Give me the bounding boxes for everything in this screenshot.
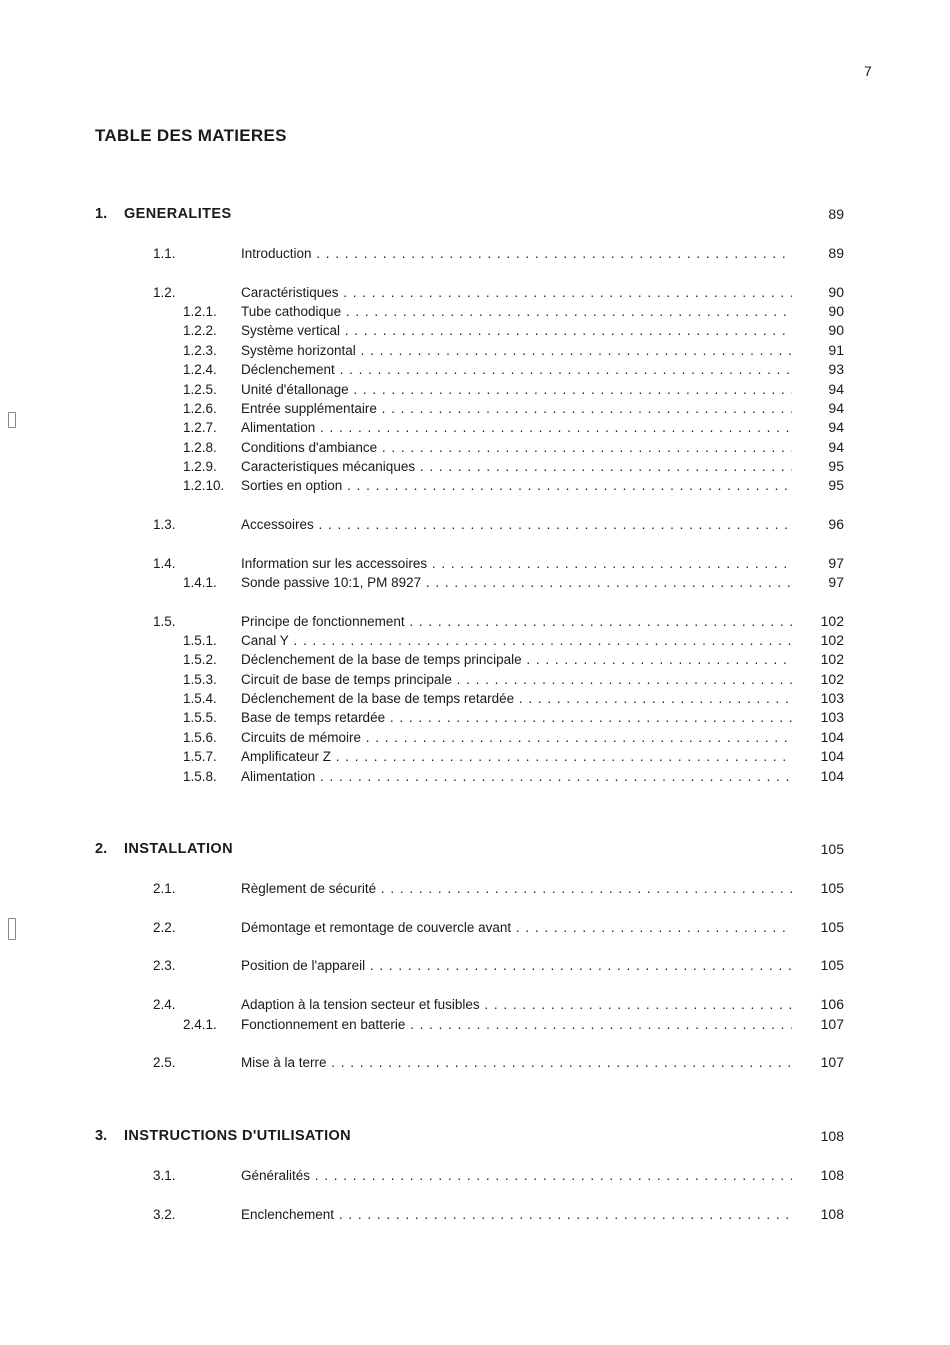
toc-entry[interactable] [0, 956, 950, 975]
entry-label: Fonctionnement en batterie . . . [241, 1015, 792, 1034]
entry-label: Position de l'appareil . . . [241, 956, 792, 975]
entry-label: Alimentation . . . [241, 418, 792, 437]
entry-page: 94 [828, 380, 844, 397]
entry-page: 104 [820, 767, 844, 784]
entry-number: 1.2. [153, 284, 176, 300]
entry-label: Sonde passive 10:1, PM 8927 . . . [241, 573, 792, 592]
entry-label: Règlement de sécurité . . . [241, 879, 792, 898]
entry-number: 1.5.8. [183, 768, 217, 784]
entry-number: 1.4.1. [183, 575, 217, 590]
entry-page: 104 [820, 728, 844, 745]
entry-page: 90 [828, 322, 844, 339]
toc-entry[interactable] [0, 1205, 950, 1224]
entry-label: Déclenchement de la base de temps retardée . . . [241, 689, 792, 708]
toc-entry[interactable] [0, 995, 950, 1014]
entry-label: Adaption à la tension secteur et fusibles . . . [241, 995, 792, 1014]
toc-entry[interactable] [0, 457, 950, 476]
entry-number: 1.5.4. [183, 691, 217, 707]
section-number: 2. [95, 841, 108, 857]
entry-page: 104 [820, 748, 844, 765]
entry-page: 95 [828, 477, 844, 494]
section-page: 105 [820, 841, 844, 857]
entry-label: Base de temps retardée . . . [241, 708, 792, 727]
entry-number: 1.1. [153, 246, 176, 261]
toc-entry[interactable] [0, 244, 950, 263]
page-number: 7 [864, 63, 872, 79]
toc-entry[interactable] [0, 1053, 950, 1072]
entry-page: 102 [820, 670, 844, 687]
toc-entry[interactable] [0, 380, 950, 399]
toc-entry[interactable] [0, 708, 950, 727]
entry-page: 90 [828, 283, 844, 300]
toc-entry[interactable] [0, 321, 950, 340]
entry-number: 1.2.9. [183, 458, 217, 474]
entry-label: Amplificateur Z . . . [241, 747, 792, 766]
toc-entry[interactable] [0, 418, 950, 437]
entry-number: 1.5.3. [183, 671, 217, 687]
toc-entry[interactable] [0, 670, 950, 689]
toc-entry[interactable] [0, 650, 950, 669]
entry-number: 1.2.6. [183, 400, 217, 416]
entry-label: Introduction . . . [241, 244, 792, 263]
entry-number: 3.2. [153, 1206, 176, 1222]
entry-label: Système vertical . . . [241, 321, 792, 340]
entry-number: 1.5.5. [183, 710, 217, 726]
entry-number: 3.1. [153, 1168, 176, 1183]
toc-entry[interactable] [0, 612, 950, 631]
entry-number: 2.2. [153, 919, 176, 935]
entry-page: 97 [828, 554, 844, 571]
entry-number: 1.2.3. [183, 342, 217, 358]
entry-number: 1.2.10. [183, 478, 225, 494]
entry-label: Sorties en option . . . [241, 476, 792, 495]
section-title: GENERALITES [124, 206, 232, 222]
entry-number: 1.2.5. [183, 381, 217, 397]
entry-page: 95 [828, 457, 844, 474]
entry-page: 90 [828, 303, 844, 320]
entry-number: 1.5.6. [183, 729, 217, 745]
section-page: 108 [820, 1128, 844, 1144]
toc-entry[interactable] [0, 302, 950, 321]
toc-entry[interactable] [0, 283, 950, 302]
entry-page: 94 [828, 419, 844, 436]
entry-number: 1.2.8. [183, 439, 217, 455]
toc-entry[interactable] [0, 476, 950, 495]
entry-label: Tube cathodique . . . [241, 302, 792, 321]
toc-entry[interactable] [0, 1015, 950, 1034]
entry-number: 1.2.1. [183, 304, 217, 320]
entry-page: 107 [820, 1015, 844, 1032]
page-title: TABLE DES MATIERES [95, 126, 287, 145]
entry-label: Déclenchement . . . [241, 360, 792, 379]
entry-label: Canal Y . . . [241, 631, 792, 650]
entry-label: Principe de fonctionnement . . . [241, 612, 792, 631]
entry-label: Système horizontal . . . [241, 341, 792, 360]
entry-label: Généralités . . . [241, 1166, 792, 1185]
entry-page: 89 [828, 245, 844, 261]
entry-page: 105 [820, 918, 844, 935]
toc-entry[interactable] [0, 879, 950, 898]
entry-label: Déclenchement de la base de temps principale . . . [241, 650, 792, 669]
section-number: 3. [95, 1128, 108, 1144]
entry-page: 94 [828, 438, 844, 455]
entry-page: 105 [820, 957, 844, 974]
toc-entry[interactable] [0, 554, 950, 573]
entry-number: 2.3. [153, 958, 176, 974]
toc-entry[interactable] [0, 360, 950, 379]
entry-page: 96 [828, 515, 844, 532]
entry-label: Alimentation . . . [241, 767, 792, 786]
entry-number: 1.5.1. [183, 633, 217, 648]
toc-section-heading [0, 840, 950, 859]
entry-label: Information sur les accessoires . . . [241, 554, 792, 573]
entry-number: 1.2.2. [183, 323, 217, 339]
entry-page: 108 [820, 1167, 844, 1183]
entry-number: 1.5.2. [183, 652, 217, 668]
entry-label: Mise à la terre . . . [241, 1053, 792, 1072]
entry-page: 102 [820, 632, 844, 648]
entry-page: 97 [828, 574, 844, 590]
entry-page: 91 [828, 341, 844, 358]
entry-label: Conditions d'ambiance . . . [241, 438, 792, 457]
entry-label: Circuit de base de temps principale . . . [241, 670, 792, 689]
entry-page: 103 [820, 690, 844, 707]
entry-page: 105 [820, 880, 844, 896]
toc-entry[interactable] [0, 399, 950, 418]
entry-page: 102 [820, 612, 844, 629]
entry-number: 2.4.1. [183, 1016, 217, 1032]
entry-label: Caracteristiques mécaniques . . . [241, 457, 792, 476]
entry-number: 2.5. [153, 1055, 176, 1071]
toc-entry[interactable] [0, 918, 950, 937]
entry-page: 93 [828, 361, 844, 378]
entry-page: 94 [828, 399, 844, 416]
entry-number: 1.5.7. [183, 749, 217, 765]
toc-entry[interactable] [0, 515, 950, 534]
entry-label: Circuits de mémoire . . . [241, 728, 792, 747]
entry-page: 106 [820, 996, 844, 1013]
section-page: 89 [828, 206, 844, 222]
section-number: 1. [95, 206, 108, 222]
section-title: INSTALLATION [124, 841, 233, 857]
entry-number: 1.2.7. [183, 420, 217, 436]
toc-section-heading [0, 1127, 950, 1146]
entry-page: 102 [820, 651, 844, 668]
entry-number: 1.5. [153, 613, 176, 629]
toc-entry[interactable] [0, 767, 950, 786]
entry-label: Unité d'étallonage . . . [241, 380, 792, 399]
entry-number: 1.3. [153, 516, 176, 532]
entry-number: 1.2.4. [183, 362, 217, 378]
entry-label: Accessoires . . . [241, 515, 792, 534]
entry-label: Caractéristiques . . . [241, 283, 792, 302]
toc-entry[interactable] [0, 689, 950, 708]
entry-number: 1.4. [153, 555, 176, 571]
toc-entry[interactable] [0, 747, 950, 766]
entry-page: 103 [820, 709, 844, 726]
toc-entry[interactable] [0, 438, 950, 457]
entry-number: 2.4. [153, 997, 176, 1013]
entry-label: Entrée supplémentaire . . . [241, 399, 792, 418]
toc-entry[interactable] [0, 1166, 950, 1185]
toc-section-heading [0, 205, 950, 224]
entry-label: Démontage et remontage de couvercle avant . . . [241, 918, 792, 937]
toc-entry[interactable] [0, 631, 950, 650]
entry-page: 108 [820, 1205, 844, 1222]
section-title: INSTRUCTIONS D'UTILISATION [124, 1128, 352, 1144]
entry-page: 107 [820, 1054, 844, 1071]
entry-number: 2.1. [153, 881, 176, 896]
toc-entry[interactable] [0, 728, 950, 747]
entry-label: Enclenchement . . . [241, 1205, 792, 1224]
toc-entry[interactable] [0, 341, 950, 360]
toc-entry[interactable] [0, 573, 950, 592]
